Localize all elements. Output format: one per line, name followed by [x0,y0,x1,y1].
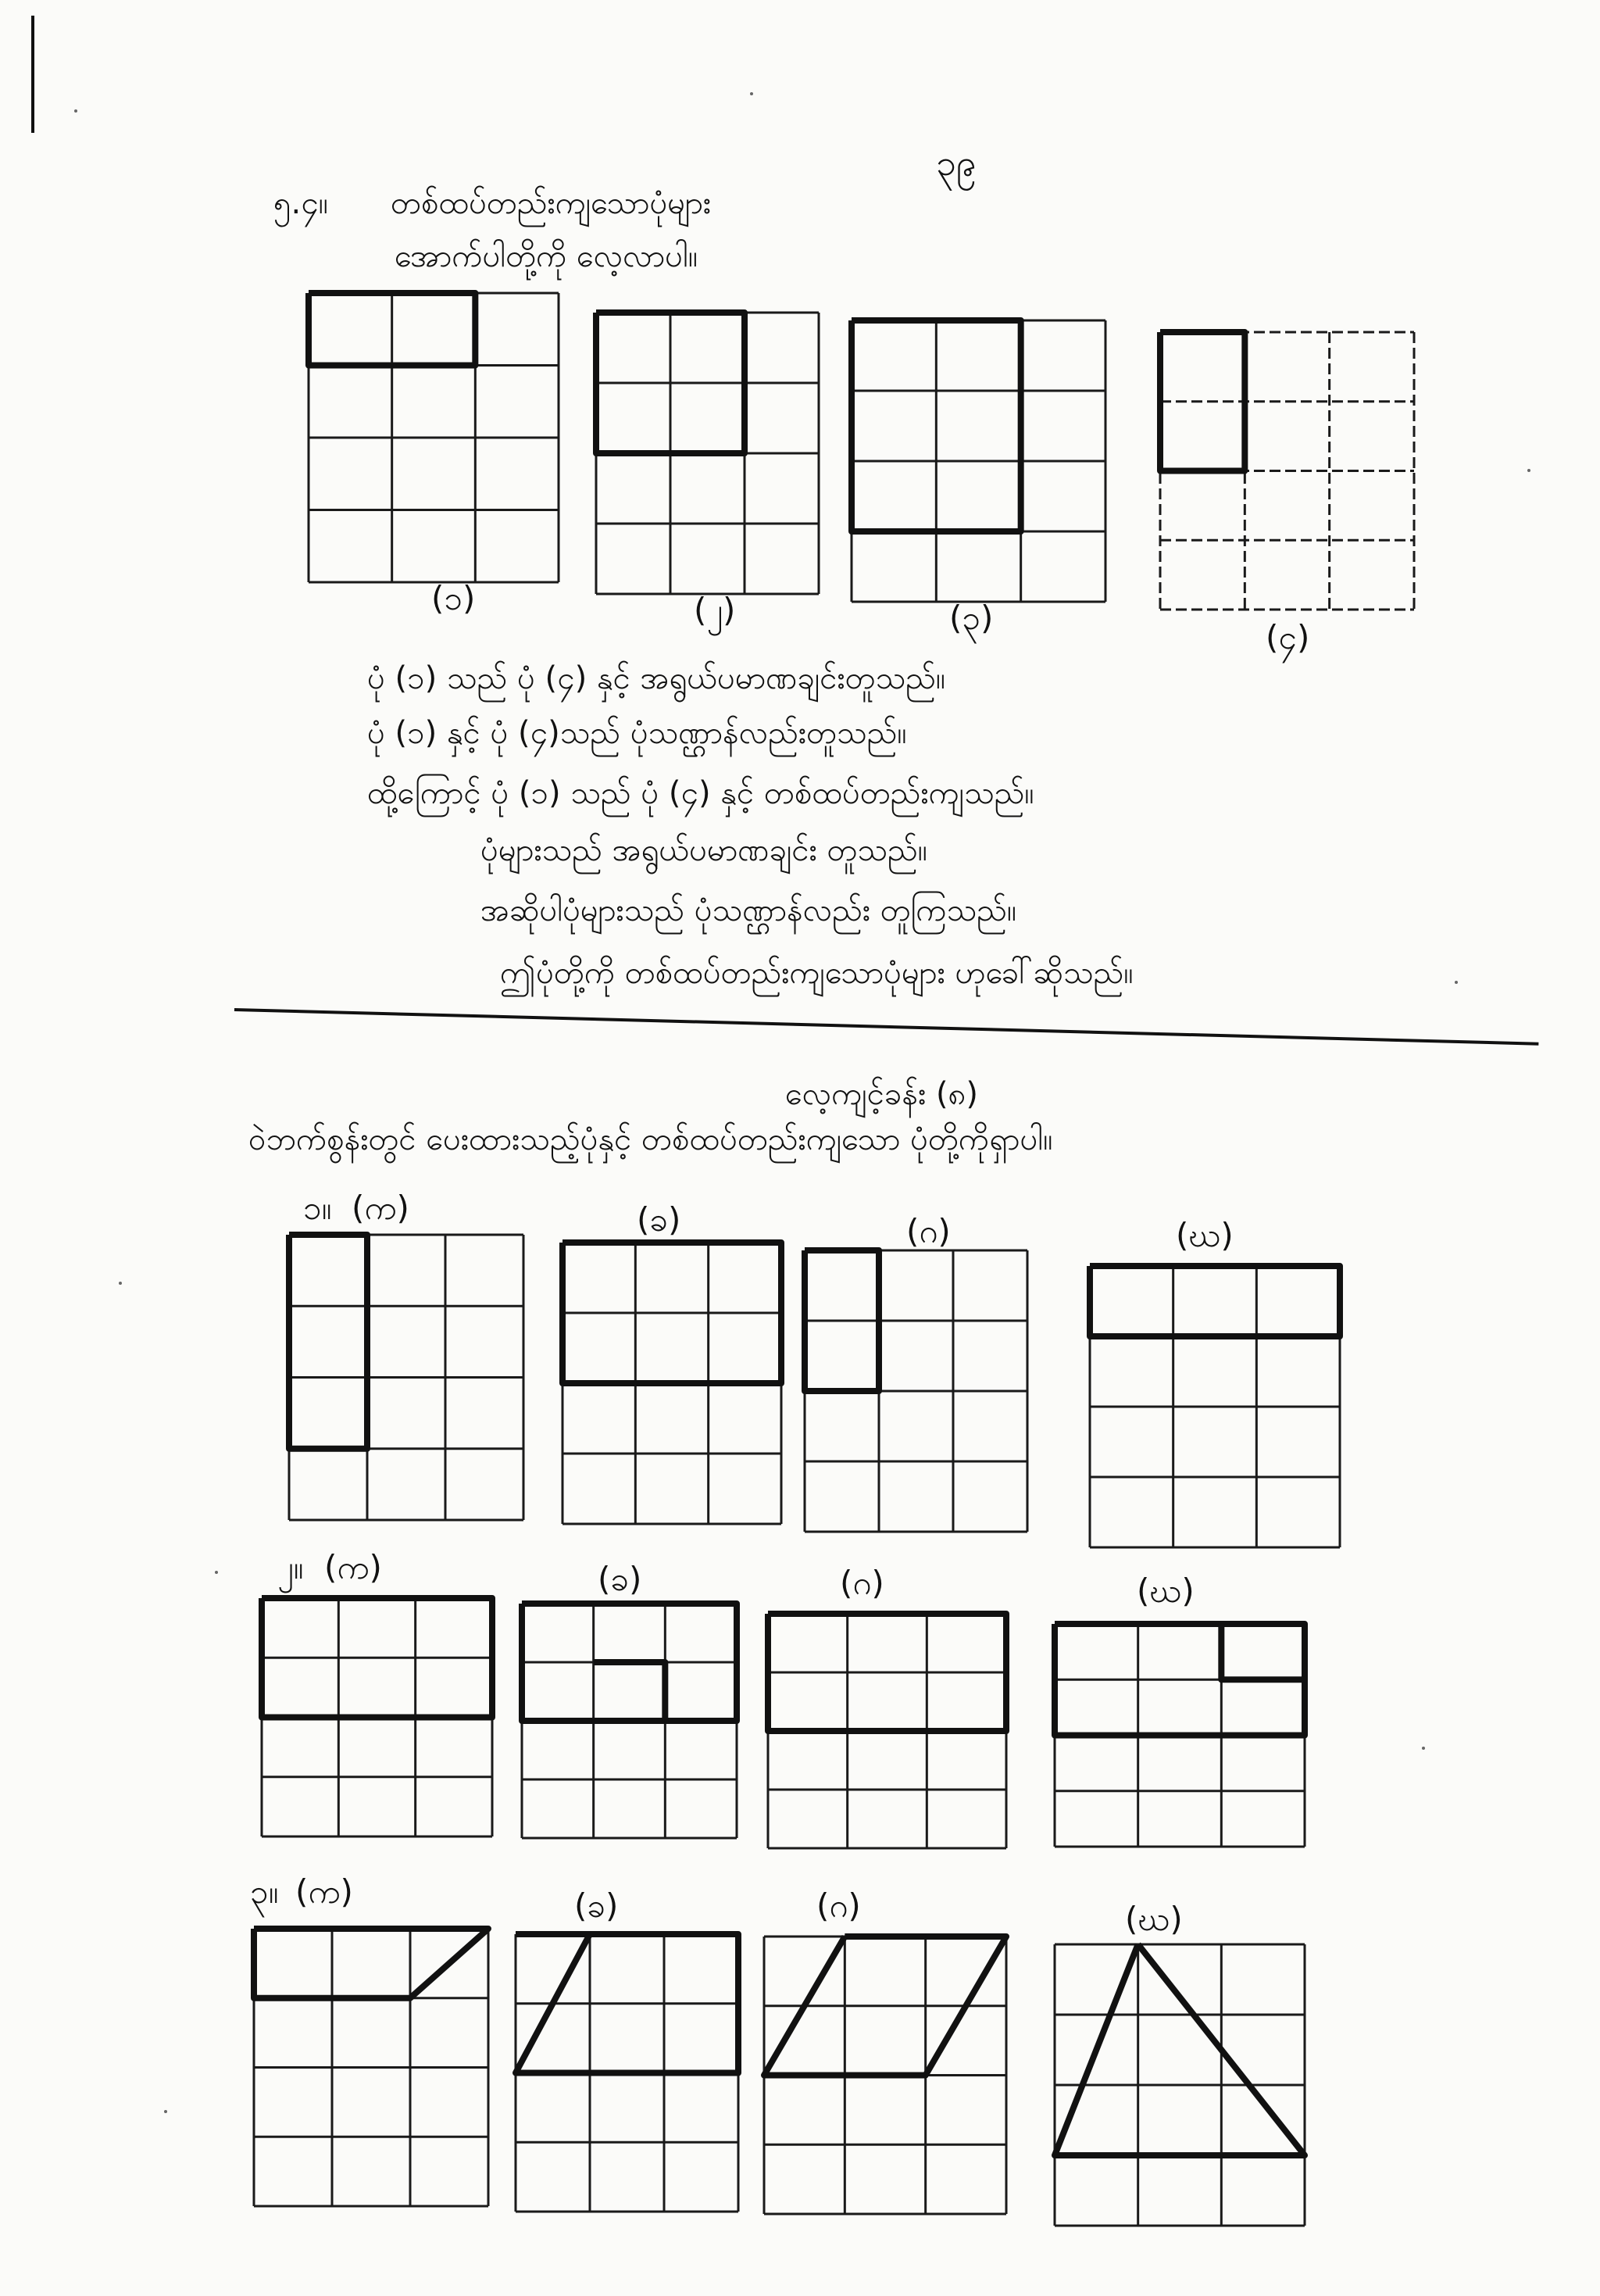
scan-margin-mark [31,16,34,133]
row-1-label-d: (ဃ) [1176,1216,1234,1254]
highlighted-shape-outline [1221,1624,1305,1679]
scan-speck [1455,981,1458,984]
figure-2-grid [596,313,819,594]
figure-label-3: (၃) [949,599,994,637]
highlighted-shape-outline [1055,1944,1305,2155]
row-1-label-a: (က) [352,1189,409,1227]
row-1-figure-d [1090,1266,1340,1547]
section-number: ၅.၄။ [273,185,328,221]
figure-label-1: (၁) [431,579,476,617]
row-2-figure-a [262,1598,492,1836]
sentence-3: ထို့ကြောင့် ပုံ (၁) သည် ပုံ (၄) နှင့် တစ်ထပ်တည်းကျသည်။ [367,775,1034,811]
figure-4-grid [1160,332,1414,610]
scan-speck [74,109,77,113]
sentence-4: ပုံများသည် အရွယ်ပမာဏချင်း တူသည်။ [480,832,927,868]
scan-speck [215,1571,218,1574]
row-3-figure-c [764,1937,1006,2214]
highlighted-shape-outline [1090,1266,1340,1336]
row-3-number: ၃။ [250,1872,279,1911]
scan-speck [1422,1747,1425,1750]
scan-speck [750,92,753,95]
section-title: တစ်ထပ်တည်းကျသောပုံများ [391,185,712,221]
figure-label-4: (၄) [1266,618,1310,656]
row-1-figure-a [289,1235,523,1520]
page-number: ၃၉ [936,141,977,184]
section-divider [234,1008,1539,1046]
exercise-title: လေ့ကျင့်ခန်း (၈) [785,1076,979,1112]
scan-speck [119,1282,122,1285]
highlighted-shape-outline [594,1662,666,1721]
row-2-number: ၂။ [277,1548,304,1586]
sentence-1: ပုံ (၁) သည် ပုံ (၄) နှင့် အရွယ်ပမာဏချင်းတူသည်။ [367,660,946,696]
row-2-label-a: (က) [324,1548,382,1586]
sentence-5: အဆိုပါပုံများသည် ပုံသဏ္ဌာန်လည်း တူကြသည်။ [480,892,1017,928]
highlighted-shape-outline [289,1235,367,1449]
row-3-label-b: (ခ) [574,1887,619,1925]
sentence-6: ဤပုံတို့ကို တစ်ထပ်တည်းကျသောပုံများ ဟုခေါ်ဆိုသည်။ [500,955,1134,991]
row-3-label-c: (ဂ) [816,1887,861,1925]
row-3-figure-a [254,1929,488,2206]
row-3-label-a: (က) [295,1872,353,1911]
row-2-figure-c [768,1614,1006,1848]
row-2-label-d: (ဃ) [1137,1572,1195,1610]
row-2-figure-b [522,1604,737,1838]
sentence-2: ပုံ (၁) နှင့် ပုံ (၄)သည် ပုံသဏ္ဌာန်လည်းတူသည်။ [367,715,907,751]
row-2-figure-d [1055,1624,1305,1847]
row-1-number: ၁။ [303,1189,332,1227]
figure-label-2: (၂) [694,591,736,629]
row-2-label-b: (ခ) [598,1560,642,1598]
scan-speck [1527,469,1530,472]
figure-3-grid [852,320,1105,602]
row-1-figure-c [805,1250,1027,1532]
highlighted-shape-outline [254,1929,488,1998]
row-3-figure-b [516,1934,738,2212]
figure-1-grid [309,293,559,582]
row-1-label-b: (ခ) [637,1200,681,1239]
scan-speck [164,2110,167,2113]
section-instruction: အောက်ပါတို့ကို လေ့လာပါ။ [395,238,698,274]
row-1-label-c: (ဂ) [906,1212,951,1250]
row-1-figure-b [562,1243,781,1524]
exercise-instruction: ဝဲဘက်စွန်းတွင် ပေးထားသည့်ပုံနှင့် တစ်ထပ်တည်းကျသော ပုံတို့ကိုရှာပါ။ [248,1121,1053,1157]
row-3-label-d: (ဃ) [1125,1900,1183,1938]
row-2-label-c: (ဂ) [840,1564,884,1602]
row-3-figure-d [1055,1944,1305,2226]
